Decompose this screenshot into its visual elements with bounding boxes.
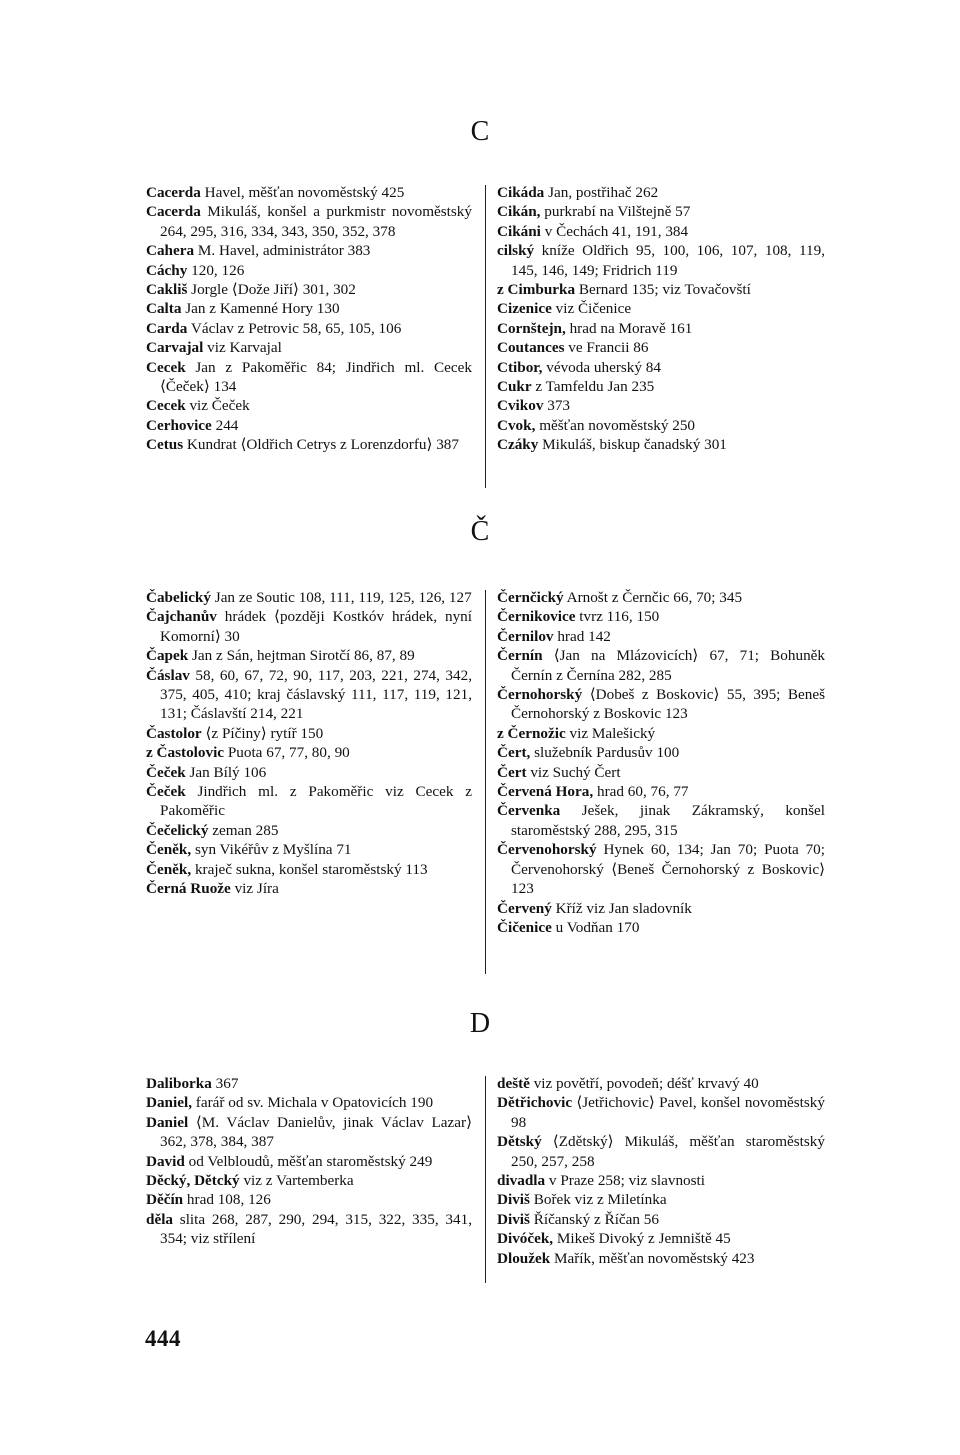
index-entry <box>497 840 825 898</box>
entry-text: viz z Vartemberka <box>239 1172 354 1190</box>
index-entry <box>146 1190 472 1209</box>
entry-head: Divóček, <box>497 1230 554 1248</box>
entry-head: Čajchanův <box>146 608 217 626</box>
entry-head: z Cimburka <box>497 281 576 299</box>
index-entry <box>497 1171 825 1190</box>
index-entry <box>146 358 472 397</box>
entry-head: deště <box>497 1075 530 1092</box>
entry-text: 367 <box>211 1075 239 1092</box>
entry-text: hrad 108, 126 <box>183 1191 271 1209</box>
entry-head: Cvikov <box>497 397 544 415</box>
index-entry <box>146 724 472 743</box>
entry-head: z Černožic <box>497 724 566 742</box>
entry-head: Carda <box>146 319 188 337</box>
entry-text: Bořek viz z Miletínka <box>529 1191 667 1209</box>
index-column-ch-right <box>497 588 825 937</box>
column-rule <box>485 590 486 974</box>
entry-head: Červenka <box>497 802 561 820</box>
entry-head: Čáslav <box>146 666 190 684</box>
entry-head: Coutances <box>497 339 565 357</box>
entry-text: měšťan novoměstský 250 <box>535 416 696 434</box>
entry-text: Kundrat ⟨Oldřich Cetrys z Lorenzdorfu⟩ 387 <box>183 436 459 454</box>
index-entry <box>146 280 472 299</box>
entry-head: Czáky <box>497 436 539 454</box>
entry-text: z Tamfeldu Jan 235 <box>531 378 655 396</box>
entry-head: Čapek <box>146 647 189 665</box>
entry-head: Cacerda <box>146 203 201 221</box>
index-entry <box>497 416 825 435</box>
entry-text: Mikuláš, konšel a purkmistr novoměstský 264, 295, 316, 334, 343, 350, 352, 378 <box>160 203 472 240</box>
entry-head: Čeněk, <box>146 860 192 878</box>
page-number: 444 <box>145 1326 181 1351</box>
index-entry <box>497 801 825 840</box>
entry-text: slita 268, 287, 290, 294, 315, 322, 335, 341, 354; viz střílení <box>160 1210 472 1248</box>
entry-head: Cecek <box>146 397 186 415</box>
entry-text: Mikuláš, biskup čanadský 301 <box>538 436 727 454</box>
index-entry <box>146 1113 472 1152</box>
entry-head: Čeček <box>146 783 186 801</box>
index-column-ch-left <box>146 588 472 899</box>
entry-head: Červená Hora, <box>497 783 594 801</box>
entry-text: viz povětří, povodeň; déšť krvavý 40 <box>529 1075 759 1092</box>
entry-text: Jan z Sán, hejtman Sirotčí 86, 87, 89 <box>188 647 415 665</box>
index-entry <box>146 1152 472 1171</box>
index-entry <box>497 646 825 685</box>
entry-head: děla <box>146 1210 174 1228</box>
index-entry <box>497 202 825 221</box>
index-entry <box>497 627 825 646</box>
entry-text: v Čechách 41, 191, 384 <box>540 222 689 240</box>
index-entry <box>146 416 472 435</box>
entry-text: viz Suchý Čert <box>526 763 621 781</box>
entry-head: Cornštejn, <box>497 319 566 337</box>
index-entry <box>146 821 472 840</box>
entry-text: 373 <box>543 397 570 415</box>
entry-text: Hynek 60, 134; Jan 70; Puota 70; Červenohorský ⟨Beneš Černohorský z Boskovic⟩ 123 <box>511 841 825 898</box>
index-entry <box>497 1093 825 1132</box>
entry-head: Čečelický <box>146 821 209 839</box>
entry-text: Jan, postřihač 262 <box>544 184 659 201</box>
entry-text: ⟨Jetřichovic⟩ Pavel, konšel novoměstský 98 <box>511 1094 825 1131</box>
index-entry <box>146 241 472 260</box>
index-entry <box>497 358 825 377</box>
entry-head: Černín <box>497 647 543 665</box>
entry-text: služebník Pardusův 100 <box>530 744 680 762</box>
entry-head: Cizenice <box>497 300 552 318</box>
index-entry <box>146 1171 472 1190</box>
entry-text: Jorgle ⟨Dože Jiří⟩ 301, 302 <box>187 281 356 299</box>
entry-text: syn Vikéřův z Myšlína 71 <box>191 841 352 859</box>
entry-text: farář od sv. Michala v Opatovicích 190 <box>192 1094 434 1112</box>
index-column-c-right <box>497 183 825 455</box>
entry-text: hrad 60, 76, 77 <box>593 783 689 801</box>
entry-text: zeman 285 <box>208 821 279 839</box>
index-entry <box>146 338 472 357</box>
entry-head: Cikáni <box>497 222 541 240</box>
entry-text: Václav z Petrovic 58, 65, 105, 106 <box>187 319 402 337</box>
entry-head: divadla <box>497 1172 546 1190</box>
entry-text: ⟨Dobeš z Boskovic⟩ 55, 395; Beneš Černohorský z Boskovic 123 <box>511 686 825 723</box>
index-entry <box>146 261 472 280</box>
entry-head: Cahera <box>146 242 195 260</box>
entry-head: Daniel, <box>146 1094 192 1112</box>
index-entry <box>497 396 825 415</box>
index-entry <box>146 435 472 454</box>
entry-head: cilský <box>497 242 535 260</box>
entry-text: kraječ sukna, konšel staroměstský 113 <box>191 860 428 878</box>
index-column-c-left <box>146 183 472 455</box>
index-column-d-right <box>497 1074 825 1268</box>
index-entry <box>497 1074 825 1093</box>
entry-head: Cikáda <box>497 184 545 201</box>
entry-text: v Praze 258; viz slavnosti <box>545 1172 705 1190</box>
index-entry <box>497 1190 825 1209</box>
index-entry <box>146 1074 472 1093</box>
entry-text: Jan z Pakoměřic 84; Jindřich ml. Cecek ⟨Čeček⟩ 134 <box>160 358 472 396</box>
index-entry <box>497 1132 825 1171</box>
entry-head: Černá Ruože <box>146 880 231 898</box>
entry-head: Diviš <box>497 1191 530 1209</box>
entry-text: ⟨z Píčiny⟩ rytíř 150 <box>201 724 324 742</box>
entry-text: Říčanský z Říčan 56 <box>529 1210 659 1228</box>
entry-text: M. Havel, administrátor 383 <box>194 242 371 260</box>
index-entry <box>146 840 472 859</box>
entry-head: Daniel <box>146 1113 189 1131</box>
index-entry <box>146 396 472 415</box>
index-entry <box>497 1210 825 1229</box>
index-entry <box>146 183 472 202</box>
entry-text: ⟨Zdětský⟩ Mikuláš, měšťan staroměstský 250, 257, 258 <box>511 1133 825 1170</box>
entry-head: Cvok, <box>497 416 536 434</box>
entry-text: od Velbloudů, měšťan staroměstský 249 <box>184 1152 433 1170</box>
entry-text: tvrz 116, 150 <box>575 608 660 626</box>
entry-text: ve Francii 86 <box>564 339 649 357</box>
index-entry <box>497 377 825 396</box>
entry-head: Černohorský <box>497 686 583 704</box>
entry-head: Děčín <box>146 1191 184 1209</box>
index-entry <box>146 588 472 607</box>
entry-head: Calta <box>146 300 182 318</box>
entry-text: Kříž viz Jan sladovník <box>551 899 692 917</box>
index-entry <box>497 280 825 299</box>
index-entry <box>497 338 825 357</box>
entry-head: Čert <box>497 763 527 781</box>
entry-text: hrad na Moravě 161 <box>565 319 693 337</box>
entry-text: Jindřich ml. z Pakoměřic viz Cecek z Pakoměřic <box>160 783 472 820</box>
index-entry <box>146 319 472 338</box>
index-entry <box>146 607 472 646</box>
entry-head: Cikán, <box>497 203 541 221</box>
section-letter-c-caron: Č <box>470 516 490 547</box>
entry-head: Cukr <box>497 378 532 396</box>
index-entry <box>497 607 825 626</box>
index-entry <box>497 724 825 743</box>
index-entry <box>146 299 472 318</box>
entry-head: Carvajal <box>146 339 204 357</box>
entry-text: hrádek ⟨později Kostkóv hrádek, nyní Komorní⟩ 30 <box>160 608 472 645</box>
entry-head: Červenohorský <box>497 841 597 859</box>
index-entry <box>146 666 472 724</box>
entry-head: Čeček <box>146 763 186 781</box>
index-entry <box>497 782 825 801</box>
entry-head: Cacerda <box>146 184 201 201</box>
entry-head: Cakliš <box>146 281 188 299</box>
index-entry <box>497 183 825 202</box>
entry-text: Havel, měšťan novoměstský 425 <box>200 184 405 201</box>
index-entry <box>497 319 825 338</box>
entry-text: Mařík, měšťan novoměstský 423 <box>550 1249 755 1267</box>
entry-text: 244 <box>211 416 239 434</box>
entry-head: Cerhovice <box>146 416 212 434</box>
entry-text: Mikeš Divoký z Jemniště 45 <box>553 1230 731 1248</box>
index-entry <box>497 588 825 607</box>
entry-text: viz Čičenice <box>551 300 632 318</box>
entry-text: kníže Oldřich 95, 100, 106, 107, 108, 119, 145, 146, 149; Fridrich 119 <box>511 242 825 279</box>
entry-text: viz Karvajal <box>203 339 282 357</box>
entry-head: David <box>146 1152 185 1170</box>
index-entry <box>146 763 472 782</box>
entry-head: Cecek <box>146 358 186 376</box>
entry-text: Ješek, jinak Zákramský, konšel staroměstský 288, 295, 315 <box>511 802 825 839</box>
entry-head: Dloužek <box>497 1249 551 1267</box>
entry-head: Cáchy <box>146 261 188 279</box>
index-entry <box>146 860 472 879</box>
index-entry <box>497 1249 825 1268</box>
entry-text: Puota 67, 77, 80, 90 <box>224 744 350 762</box>
entry-text: viz Čeček <box>185 397 250 415</box>
entry-head: Diviš <box>497 1210 530 1228</box>
index-entry <box>497 1229 825 1248</box>
entry-text: ⟨M. Václav Danielův, jinak Václav Lazar⟩ 362, 378, 384, 387 <box>160 1113 472 1151</box>
index-entry <box>146 782 472 821</box>
entry-head: Černčický <box>497 589 564 606</box>
entry-head: Cetus <box>146 436 184 454</box>
entry-text: Jan ze Soutic 108, 111, 119, 125, 126, 127 <box>210 589 472 606</box>
index-entry <box>497 899 825 918</box>
index-entry <box>146 202 472 241</box>
entry-head: Dětřichovic <box>497 1094 573 1112</box>
index-entry <box>497 241 825 280</box>
entry-head: Daliborka <box>146 1075 212 1092</box>
entry-head: Dětský <box>497 1133 542 1151</box>
entry-head: Ctibor, <box>497 358 543 376</box>
entry-head: Čeněk, <box>146 841 192 859</box>
entry-head: Černikovice <box>497 608 576 626</box>
column-rule <box>485 185 486 488</box>
entry-head: Častolor <box>146 724 202 742</box>
entry-text: viz Malešický <box>565 724 656 742</box>
index-entry <box>146 879 472 898</box>
entry-head: Děcký, Dětcký <box>146 1172 240 1190</box>
index-entry <box>146 1093 472 1112</box>
entry-text: u Vodňan 170 <box>551 918 640 936</box>
index-entry <box>497 763 825 782</box>
index-entry <box>497 222 825 241</box>
entry-text: hrad 142 <box>553 627 611 645</box>
section-letter-d: D <box>469 1008 491 1039</box>
entry-text: ⟨Jan na Mlázovicích⟩ 67, 71; Bohuněk Černín z Černína 282, 285 <box>511 647 825 684</box>
entry-text: viz Jíra <box>230 880 279 898</box>
column-rule <box>485 1076 486 1283</box>
index-entry <box>497 299 825 318</box>
entry-text: vévoda uherský 84 <box>542 358 661 376</box>
index-entry <box>146 646 472 665</box>
entry-text: Bernard 135; viz Tovačovští <box>575 281 751 299</box>
entry-text: Jan Bílý 106 <box>185 763 267 781</box>
entry-head: z Častolovic <box>146 744 225 762</box>
index-entry <box>146 1210 472 1249</box>
index-entry <box>497 918 825 937</box>
index-entry <box>497 743 825 762</box>
entry-text: 58, 60, 67, 72, 90, 117, 203, 221, 274, 342, 375, 405, 410; kraj čáslavský 111, 117, 119, 121, 131; Čáslavští 214, 221 <box>160 666 472 723</box>
index-entry <box>497 435 825 454</box>
entry-head: Čert, <box>497 744 531 762</box>
entry-head: Červený <box>497 899 552 917</box>
section-letter-c: C <box>470 116 490 147</box>
entry-head: Čičenice <box>497 918 552 936</box>
entry-text: Arnošt z Černčic 66, 70; 345 <box>563 589 743 606</box>
index-entry <box>146 743 472 762</box>
entry-text: 120, 126 <box>187 261 245 279</box>
entry-head: Čabelický <box>146 589 211 606</box>
index-entry <box>497 685 825 724</box>
index-column-d-left <box>146 1074 472 1249</box>
entry-text: purkrabí na Vilštejně 57 <box>540 203 691 221</box>
entry-head: Černilov <box>497 627 554 645</box>
entry-text: Jan z Kamenné Hory 130 <box>181 300 340 318</box>
